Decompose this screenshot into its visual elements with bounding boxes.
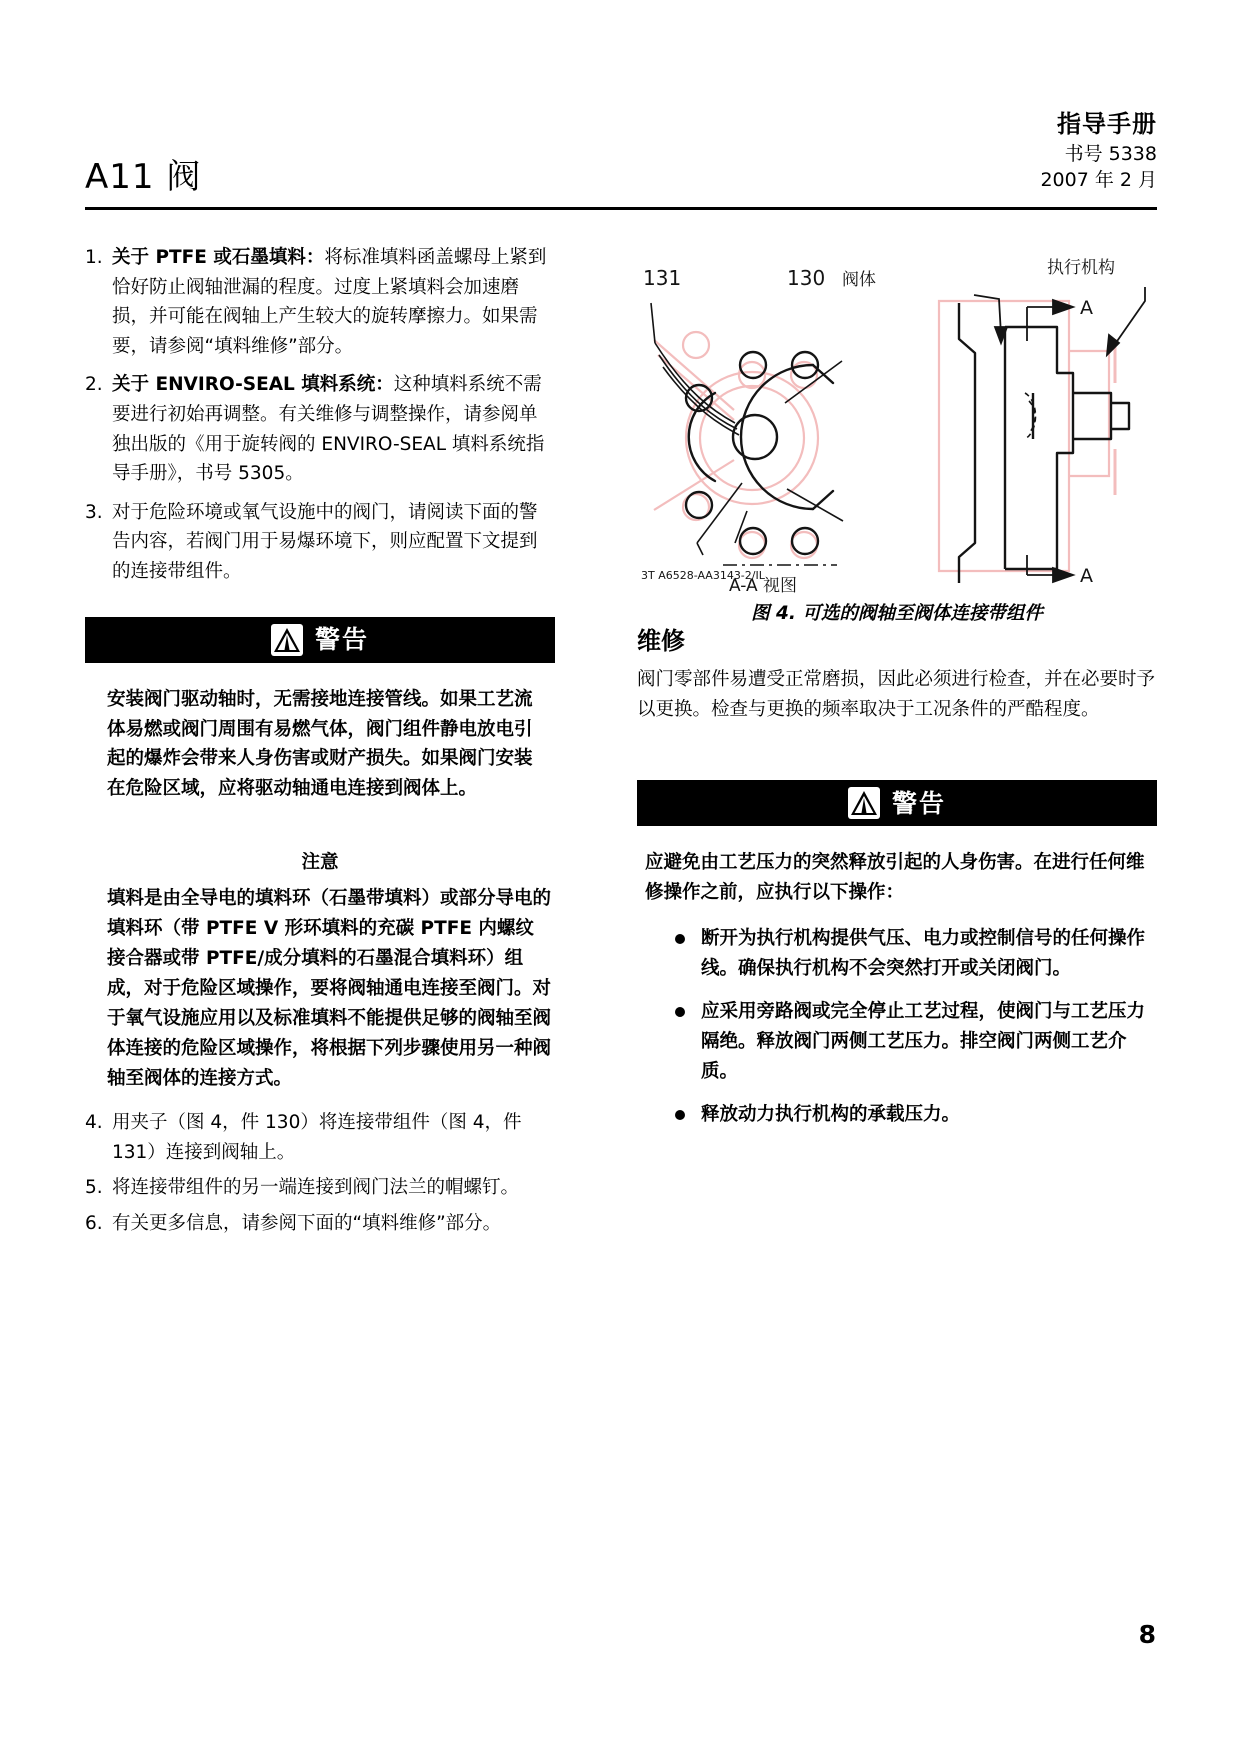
list-item xyxy=(85,1108,555,1167)
steps-list xyxy=(85,1108,555,1238)
notice-body: 填料是由全导电的填料环（石墨带填料）或部分导电的填料环（带 PTFE V 形环填料的充碳 PTFE 内螺纹接合器或带 PTFE/成分填料的石墨混合填料环）组成，对于危险区域操作，要将阀轴通电连接至阀门。对于氧气设施应用以及标准填料不能提供足够的阀轴至阀体连接的危险区域操作，将根据下列步骤使用另一种阀轴至阀体的连接方式。 xyxy=(107,888,552,1090)
list-text xyxy=(112,243,555,361)
list-lead: 关于 ENVIRO-SEAL 填料系统： xyxy=(112,374,394,396)
list-marker: 1. xyxy=(85,247,103,268)
list-item xyxy=(85,370,555,488)
left-column xyxy=(85,243,555,1245)
list-text: 有关更多信息，请参阅下面的“填料维修”部分。 xyxy=(112,1212,502,1234)
list-item: 应采用旁路阀或完全停止工艺过程，使阀门与工艺压力隔绝。释放阀门两侧工艺压力。排空阀门两侧工艺介质。 xyxy=(675,997,1151,1086)
list-marker: 5. xyxy=(85,1177,103,1199)
page-title: A11 阀 xyxy=(85,157,202,197)
list-item xyxy=(85,1173,555,1203)
notes-list xyxy=(85,243,555,587)
callout-actuator: 执行机构 xyxy=(1047,258,1115,278)
list-text: 对于危险环境或氧气设施中的阀门，请阅读下面的警告内容，若阀门用于易爆环境下，则应配置下文提到的连接带组件。 xyxy=(112,501,538,582)
header-divider xyxy=(85,207,1157,210)
callout-130: 130 xyxy=(787,266,826,290)
manual-label: 指导手册 xyxy=(1057,110,1157,138)
notice-heading: 注意 xyxy=(301,852,339,874)
list-body: 将标准填料函盖螺母上紧到恰好防止阀轴泄漏的程度。过度上紧填料会加速磨损，并可能在阀轴上产生较大的旋转摩擦力。如果需要，请参阅“填料维修”部分。 xyxy=(112,247,547,357)
list-marker: 3. xyxy=(85,501,103,523)
warning-triangle-icon xyxy=(848,787,880,819)
warning-banner xyxy=(637,780,1157,826)
list-marker: 4. xyxy=(85,1112,103,1134)
book-number: 书号 5338 xyxy=(1064,143,1157,166)
callout-section-a-top: A xyxy=(1080,297,1093,319)
figure-caption: 图 4. 可选的阀轴至阀体连接带组件 xyxy=(751,603,1043,624)
drawing-number: 3T A6528-AA3143-2/IL xyxy=(641,569,765,582)
header-meta xyxy=(1040,108,1157,194)
list-marker: 6. xyxy=(85,1212,103,1234)
view-label: A-A 视图 xyxy=(729,576,798,593)
list-body: 这种填料系统不需要进行初始再调整。有关维修与调整操作，请参阅单独出版的《用于旋转阀的 ENVIRO-SEAL 填料系统指导手册》，书号 5305。 xyxy=(112,374,545,485)
callout-131: 131 xyxy=(643,266,682,290)
callout-section-a-bottom: A xyxy=(1080,565,1093,587)
warning-bullet-list xyxy=(637,924,1157,1130)
list-text: 用夹子（图 4，件 130）将连接带组件（图 4，件 131）连接到阀轴上。 xyxy=(112,1112,522,1163)
valve-assembly-drawing xyxy=(637,243,1157,593)
list-item xyxy=(85,498,555,587)
warning-label: 警告 xyxy=(891,788,946,818)
list-item: 释放动力执行机构的承载压力。 xyxy=(675,1100,1151,1130)
right-column xyxy=(637,243,1157,1144)
warning-triangle-icon xyxy=(271,624,303,656)
list-text xyxy=(112,370,555,488)
warning-intro: 应避免由工艺压力的突然释放引起的人身伤害。在进行任何维修操作之前，应执行以下操作： xyxy=(645,852,1145,904)
maintenance-heading: 维修 xyxy=(637,627,685,655)
maintenance-body: 阀门零部件易遭受正常磨损，因此必须进行检查，并在必要时予以更换。检查与更换的频率取决于工况条件的严酷程度。 xyxy=(637,669,1156,720)
list-marker: 2. xyxy=(85,374,103,396)
list-text: 将连接带组件的另一端连接到阀门法兰的帽螺钉。 xyxy=(112,1177,520,1199)
callout-valve-body: 阀体 xyxy=(842,270,876,290)
list-lead: 关于 PTFE 或石墨填料： xyxy=(112,247,325,268)
publication-date: 2007 年 2 月 xyxy=(1040,169,1157,192)
warning-banner xyxy=(85,617,555,663)
page-number: 8 xyxy=(1138,1620,1156,1649)
figure-4 xyxy=(637,243,1157,624)
list-item: 断开为执行机构提供气压、电力或控制信号的任何操作线。确保执行机构不会突然打开或关闭阀门。 xyxy=(675,924,1151,983)
list-item xyxy=(85,243,555,361)
warning-body: 安装阀门驱动轴时，无需接地连接管线。如果工艺流体易燃或阀门周围有易燃气体，阀门组件静电放电引起的爆炸会带来人身伤害或财产损失。如果阀门安装在危险区域，应将驱动轴通电连接到阀体上。 xyxy=(107,688,533,800)
list-item xyxy=(85,1209,555,1239)
warning-label: 警告 xyxy=(314,625,369,655)
page-header xyxy=(85,108,1157,204)
